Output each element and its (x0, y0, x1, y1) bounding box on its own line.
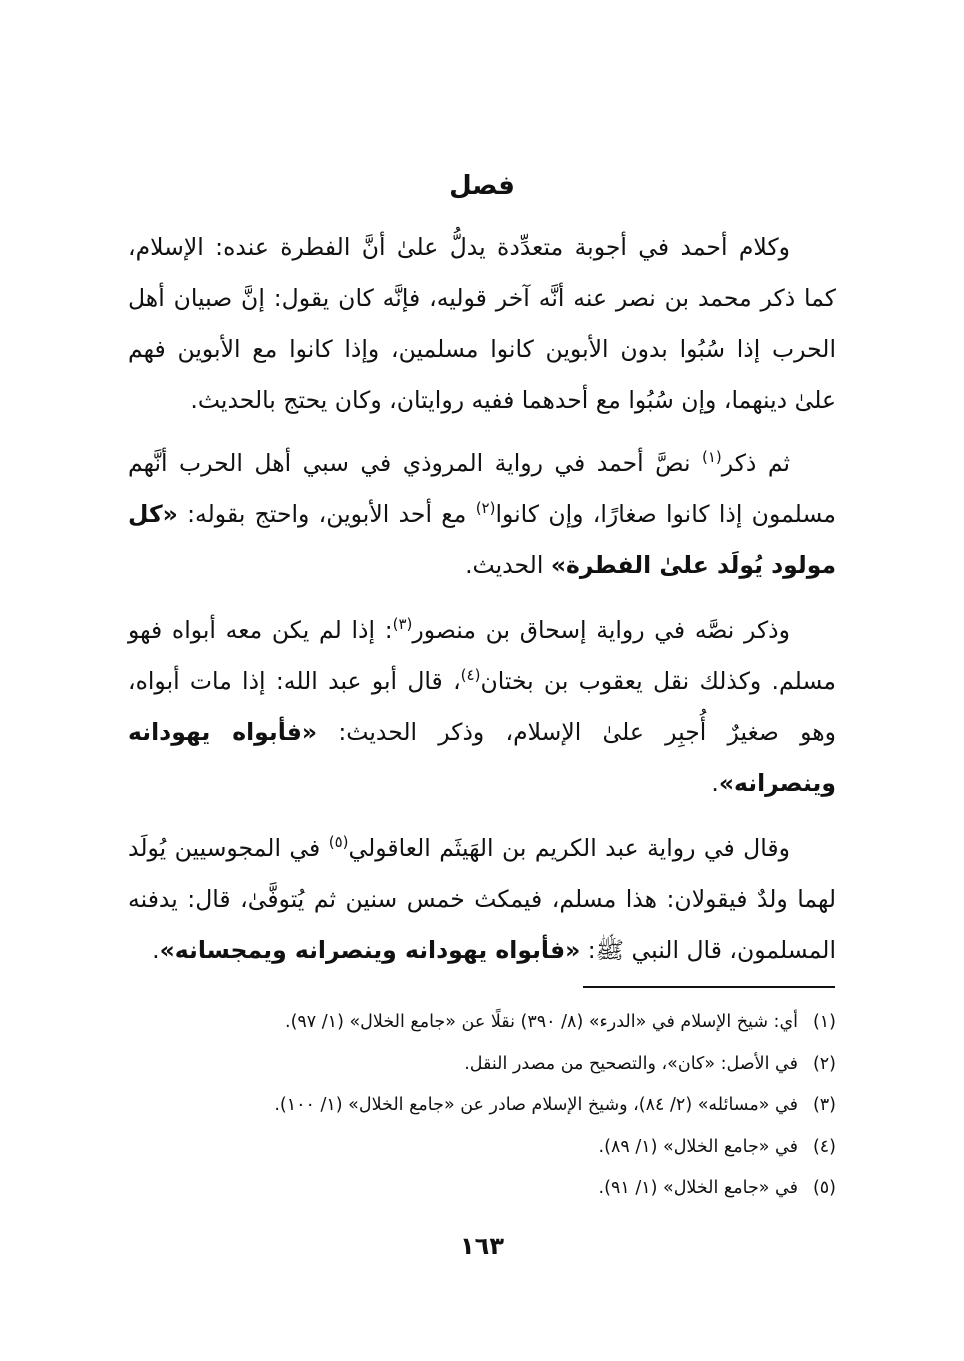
footnote-text: في «جامع الخلال» (١/ ٨٩). (598, 1136, 798, 1157)
hadith-quote: «فأبواه يهودانه وينصرانه ويمجسانه» (159, 936, 581, 964)
paragraph-1: وكلام أحمد في أجوبة متعدِّدة يدلُّ علىٰ أنَّ الفطرة عنده: الإسلام، كما ذكر محمد بن نصر عنه أنَّه آخر قوليه، فإنَّه كان يقول: إنَّ صبيان أهل الحرب إذا سُبُوا بدون الأبوين كانوا مسلمين، وإذا كانوا مع الأبوين فهم علىٰ دينهما، وإن سُبُوا مع أحدهما ففيه روايتان، وكان يحتج بالحديث. (128, 233, 836, 414)
footnote (128, 1127, 836, 1169)
footnote (128, 1044, 836, 1086)
paragraph-2: ثم ذكر$^{(١)}$ نصَّ أحمد في رواية المروذي في سبي أهل الحرب أنَّهم مسلمون إذا كانوا صغارًا، وإن كانوا$^{(٢)}$ مع أحد الأبوين، واحتج بقوله: «كل مولود يُولَد علىٰ الفطرة» الحديث. (128, 448, 836, 579)
hadith-quote: «فأبواه يهودانه وينصرانه» (128, 718, 836, 797)
footnote-ref-4: (٤) (460, 666, 481, 685)
footnotes (128, 1002, 836, 1210)
footnote-ref-5: (٥) (328, 833, 349, 852)
footnote-number: (١) (812, 1012, 836, 1032)
main-text (128, 222, 836, 990)
paragraph-4: وقال في رواية عبد الكريم بن الهَيثَم العاقولي$^{(٥)}$ في المجوسيين يُولَد لهما ولدٌ فيقولان: هذا مسلم، فيمكث خمس سنين ثم يُتوفَّىٰ، قال: يدفنه المسلمون، قال النبي ﷺ: «فأبواه يهودانه وينصرانه ويمجسانه». (128, 833, 836, 964)
footnote-separator (583, 986, 835, 988)
footnote (128, 1002, 836, 1044)
footnote-text: أي: شيخ الإسلام في «الدرء» (٨/ ٣٩٠) نقلًا عن «جامع الخلال» (١/ ٩٧). (285, 1012, 798, 1032)
footnote-number: (٣) (812, 1095, 836, 1115)
footnote-ref-3: (٣) (392, 615, 413, 634)
footnote-ref-2: (٢) (475, 499, 496, 518)
footnote-number: (٢) (812, 1053, 836, 1074)
hadith-quote: «كل مولود يُولَد علىٰ الفطرة» (128, 500, 836, 579)
footnote (128, 1085, 836, 1127)
footnote-ref-1: (١) (701, 448, 722, 467)
footnote (128, 1168, 836, 1210)
footnote-number: (٥) (812, 1178, 836, 1198)
page-number: ١٦٣ (460, 1232, 504, 1260)
paragraph-3: وذكر نصَّه في رواية إسحاق بن منصور$^{(٣)}$: إذا لم يكن معه أبواه فهو مسلم. وكذلك نقل يعقوب بن بختان$^{(٤)}$، قال أبو عبد الله: إذا مات أبواه، وهو صغيرٌ أُجبِر علىٰ الإسلام، وذكر الحديث: «فأبواه يهودانه وينصرانه». (128, 615, 836, 797)
footnote-text: في الأصل: «كان»، والتصحيح من مصدر النقل. (464, 1053, 798, 1074)
footnote-text: في «مسائله» (٢/ ٨٤)، وشيخ الإسلام صادر عن «جامع الخلال» (١/ ١٠٠). (274, 1095, 798, 1115)
section-heading: فصل (449, 171, 515, 201)
footnote-text: في «جامع الخلال» (١/ ٩١). (598, 1178, 798, 1198)
footnote-number: (٤) (812, 1136, 836, 1157)
